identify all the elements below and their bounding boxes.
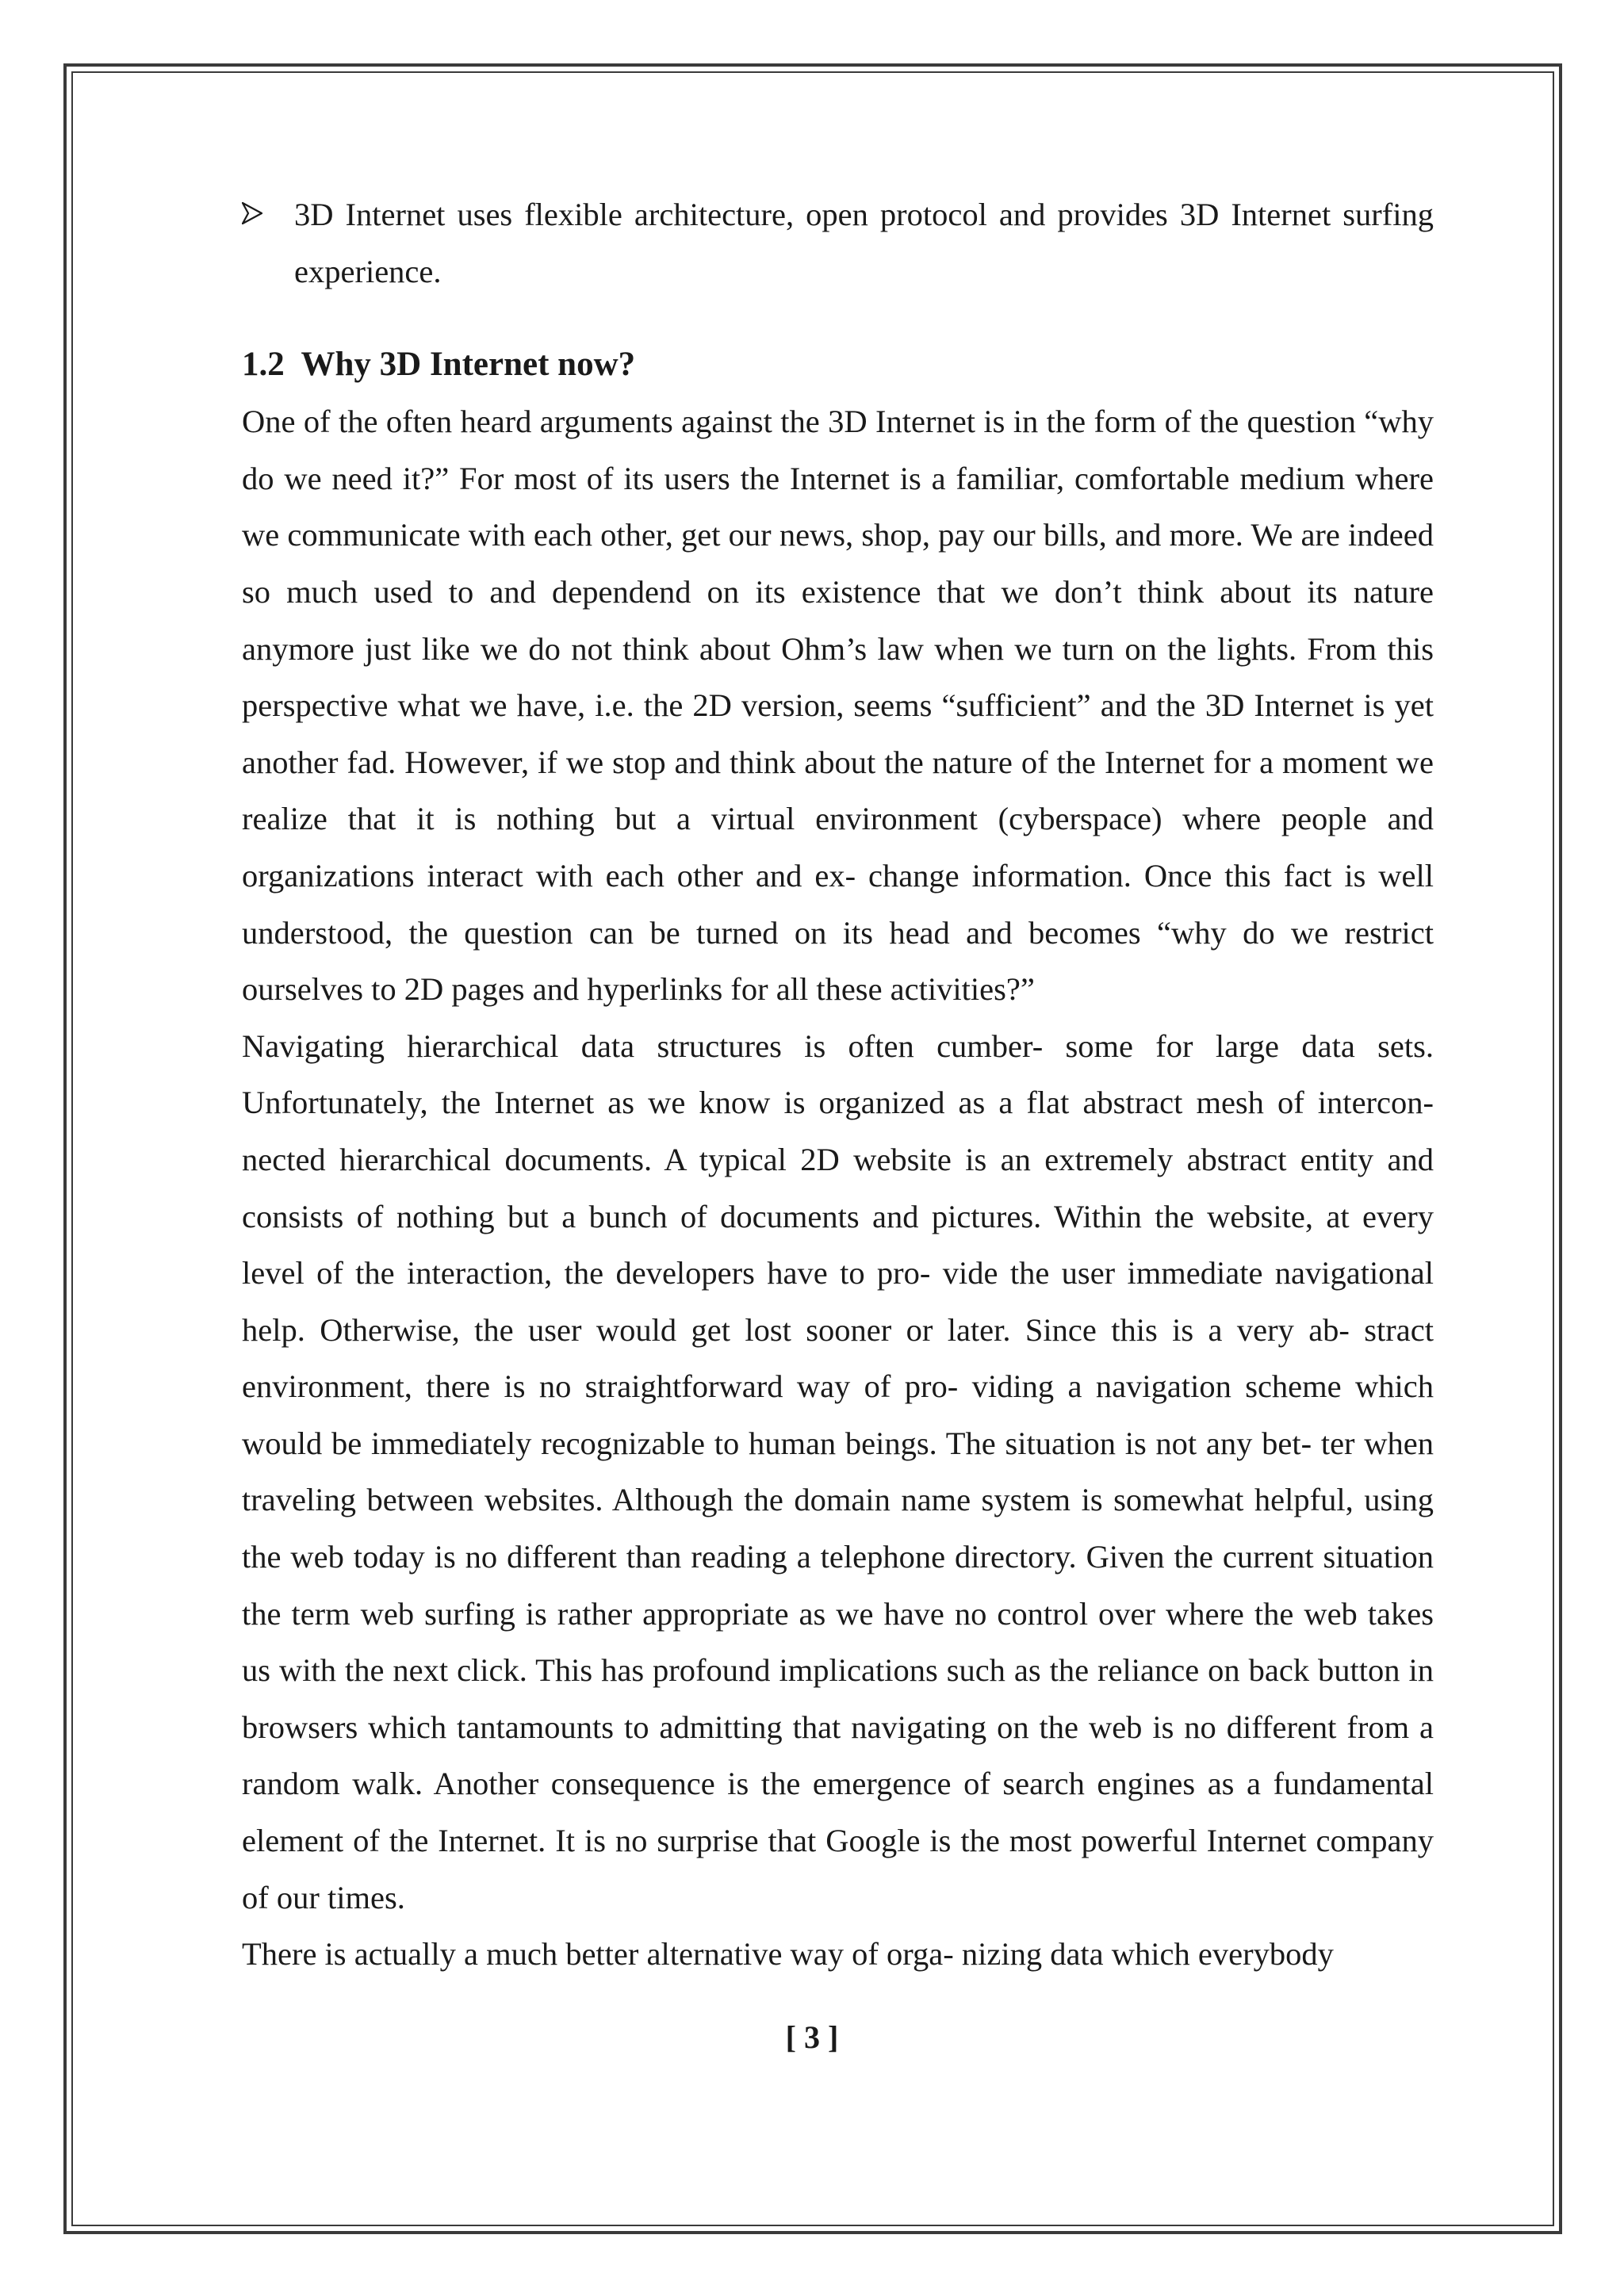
section-number: 1.2 bbox=[242, 346, 285, 384]
body-paragraph-2: Navigating hierarchical data structures is often cumber- some for large data sets. Unfortunately, the Internet as we know is organized as a flat abstract mesh of intercon- nected hierarchical documents. A typical 2D website is an extremely abstract entity and consists of nothing but a bunch of documents and pictures. Within the website, at every level of the interaction, the developers have to pro- vide the user immediate navigational help. Otherwise, the user would get lost sooner or later. Since this is a very ab- stract environment, there is no straightforward way of pro- viding a navigation scheme which would be immediately recognizable to human beings. The situation is not any bet- ter when traveling between websites. Although the domain name system is somewhat helpful, using the web today is no different than reading a telephone directory. Given the current situation the term web surfing is rather appropriate as we have no control over where the web takes us with the next click. This has profound implications such as the reliance on back button in browsers which tantamounts to admitting that navigating on the web is no different from a random walk. Another consequence is the emergence of search engines as a fundamental element of the Internet. It is no surprise that Google is the most powerful Internet company of our times. bbox=[242, 1027, 1434, 1915]
body-paragraph-3: There is actually a much better alternative way of orga- nizing data which everybody bbox=[242, 1936, 1334, 1973]
arrowhead-bullet-icon bbox=[242, 202, 262, 224]
section-heading bbox=[242, 336, 1434, 393]
section-title: Why 3D Internet now? bbox=[301, 346, 636, 384]
bullet-text: 3D Internet uses flexible architecture, open protocol and provides 3D Internet surfing experience. bbox=[294, 197, 1434, 289]
page-number: [ 3 ] bbox=[785, 2019, 839, 2055]
body-paragraph-1: One of the often heard arguments against the 3D Internet is in the form of the question “why do we need it?” For most of its users the Internet is a familiar, comfortable medium where we communicate with each other, get our news, shop, pay our bills, and more. We are indeed so much used to and dependend on its existence that we don’t think about its nature anymore just like we do not think about Ohm’s law when we turn on the lights. From this perspective what we have, i.e. the 2D version, seems “sufficient” and the 3D Internet is yet another fad. However, if we stop and think about the nature of the Internet for a moment we realize that it is nothing but a virtual environment (cyberspace) where people and organizations interact with each other and ex- change information. Once this fact is well understood, the question can be turned on its head and becomes “why do we restrict ourselves to 2D pages and hyperlinks for all these activities?” bbox=[242, 404, 1434, 1008]
bullet-item bbox=[242, 186, 1434, 300]
page-content bbox=[242, 186, 1434, 1983]
